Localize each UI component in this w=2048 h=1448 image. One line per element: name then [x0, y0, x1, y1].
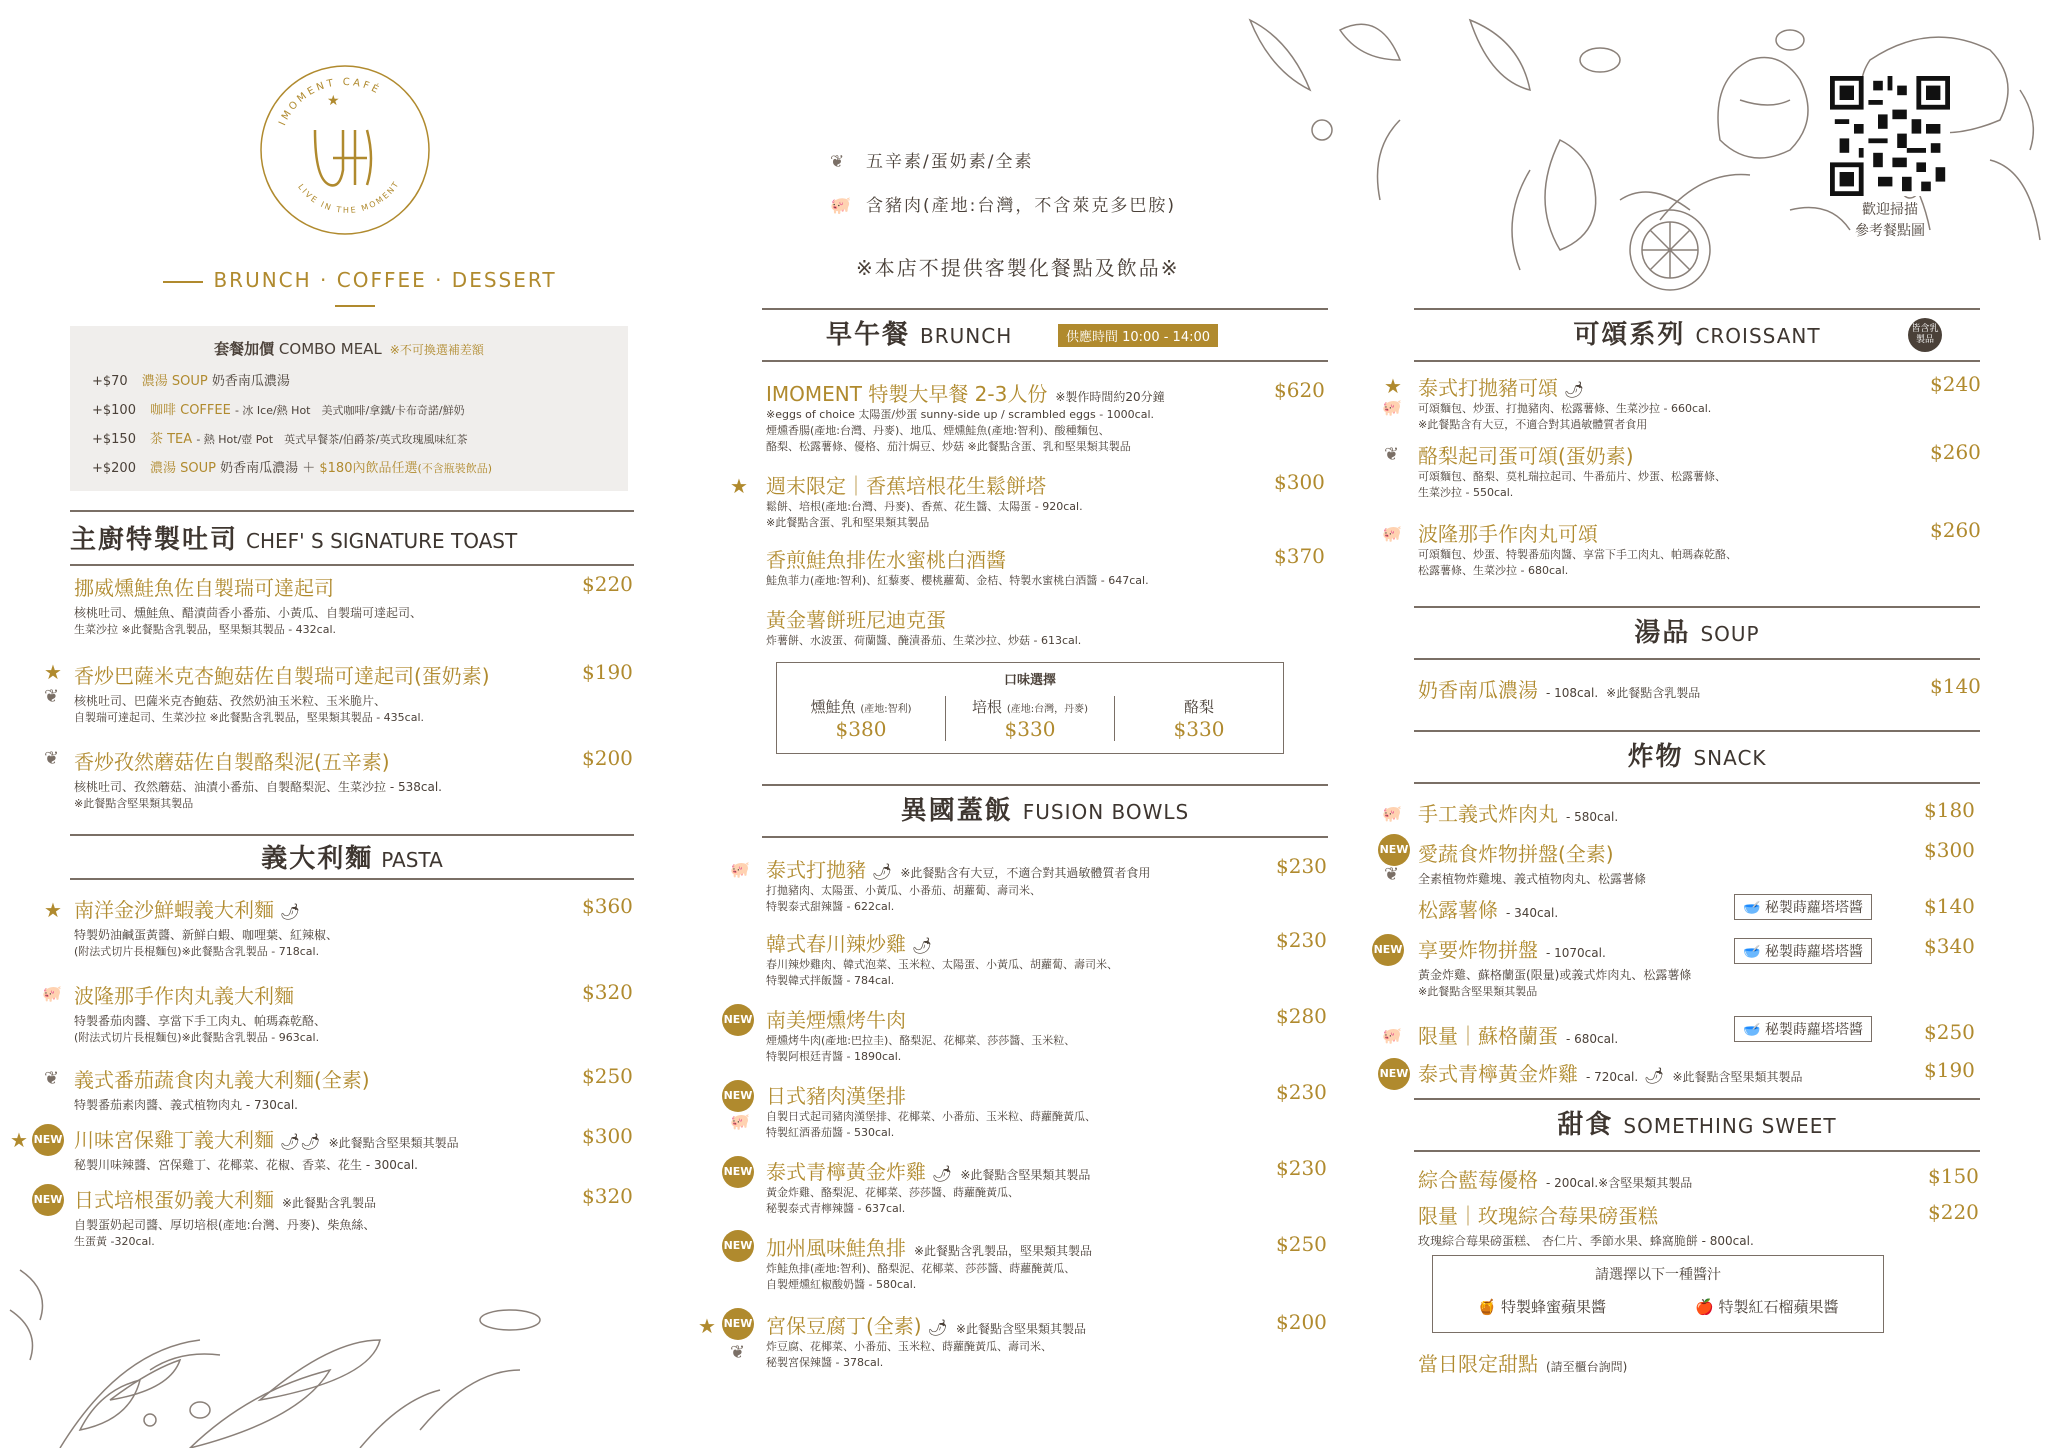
leaf-icon: ❦ [44, 686, 60, 707]
leaf-icon: ❦ [44, 748, 60, 769]
new-badge: NEW [32, 1124, 64, 1156]
menu-item: 川味宮保雞丁義大利麵 🌶🌶 ※此餐點含堅果類其製品 $300 秘製川味辣醬、宮保雞丁、花椰菜、花椒、香菜、花生 - 300cal. [74, 1124, 633, 1172]
new-badge: NEW [722, 1156, 754, 1188]
section-header-bowls: 異國蓋飯 FUSION BOWLS [762, 784, 1328, 838]
qr-code[interactable] [1830, 76, 1950, 196]
chili-icon: 🌶 [280, 902, 301, 921]
new-badge: NEW [1378, 1058, 1410, 1090]
botanical-illustration-bottom-left [0, 1250, 560, 1448]
section-header-snack: 炸物 SNACK [1414, 730, 1980, 784]
chili-icon: 🌶 [932, 1164, 953, 1183]
menu-item: 限量｜玫瑰綜合莓果磅蛋糕 $220 玫瑰綜合莓果磅蛋糕、 杏仁片、季節水果、蜂窩脆餅 - 800cal. [1418, 1200, 1979, 1248]
flavor-choice-box: 口味選擇 燻鮭魚 (產地:智利) $380 培根 (產地:台灣，丹麥) $330 酪梨 $330 [776, 662, 1284, 754]
brand-logo [255, 60, 435, 240]
combo-meal-box [70, 326, 628, 491]
menu-item: 奶香南瓜濃湯 - 108cal. ※此餐點含乳製品 $140 [1418, 674, 1981, 702]
new-badge: NEW [722, 1004, 754, 1036]
menu-item: 泰式打拋豬可頌 🌶 $240 可頌麵包、炒蛋、打拋豬肉、松露薯條、生菜沙拉 - 660cal. ※此餐點含有大豆，不適合對其過敏體質者食用 [1418, 372, 1981, 431]
star-icon: ★ [44, 660, 62, 684]
menu-item: 南美煙燻烤牛肉 $280 煙燻烤牛肉(產地:巴拉圭)、酪梨泥、花椰菜、莎莎醬、玉米粒、 特製阿根廷青醬 - 1890cal. [766, 1004, 1327, 1063]
combo-row: +$150 茶 TEA - 熱 Hot/壺 Pot 英式早餐茶/伯爵茶/英式玫瑰風味紅茶 [92, 432, 468, 447]
dairy-badge: 皆含乳製品 [1908, 318, 1942, 352]
svg-text:★: ★ [327, 93, 340, 109]
section-header-soup: 湯品 SOUP [1414, 606, 1980, 660]
star-icon: ★ [730, 474, 748, 498]
new-badge: NEW [722, 1308, 754, 1340]
legend-pork: 🐖 含豬肉(產地:台灣，不含萊克多巴胺) [830, 184, 1176, 228]
menu-item: 酪梨起司蛋可頌(蛋奶素) $260 可頌麵包、酪梨、莫札瑞拉起司、牛番茄片、炒蛋、松露薯條、 生菜沙拉 - 550cal. [1418, 440, 1981, 499]
section-header-brunch: 早午餐 BRUNCH [762, 308, 1328, 362]
chili-icon: 🌶 [1564, 380, 1585, 399]
menu-item: 香煎鮭魚排佐水蜜桃白酒醬 $370 鮭魚菲力(產地:智利)、紅藜麥、櫻桃蘿蔔、金桔、特製水蜜桃白酒醬 - 647cal. [766, 544, 1325, 587]
pig-icon: 🐖 [730, 1112, 750, 1131]
combo-title: 套餐加價 COMBO MEAL ※不可換選補差額 [214, 340, 484, 358]
sauce-tag: 🥣 秘製蒔蘿塔塔醬 [1734, 1016, 1872, 1042]
logo-ring-top-text: IMOMENT CAFÉ [277, 76, 383, 128]
menu-item: 泰式打拋豬 🌶 ※此餐點含有大豆，不適合對其過敏體質者食用 $230 打拋豬肉、太陽蛋、小黃瓜、小番茄、胡蘿蔔、壽司米、 特製泰式甜辣醬 - 622cal. [766, 854, 1327, 913]
menu-item: 享要炸物拼盤 - 1070cal. $340 黃金炸雞、蘇格蘭蛋(限量)或義式炸肉丸、松露薯條 ※此餐點含堅果類其製品 [1418, 934, 1975, 998]
menu-item: 泰式青檸黃金炸雞 🌶 ※此餐點含堅果類其製品 $230 黃金炸雞、酪梨泥、花椰菜、莎莎醬、蒔蘿醃黃瓜、 秘製泰式青檸辣醬 - 637cal. [766, 1156, 1327, 1215]
menu-item: 綜合藍莓優格 - 200cal.※含堅果類其製品 $150 [1418, 1164, 1979, 1192]
menu-item: 松露薯條 - 340cal. $140 [1418, 894, 1975, 922]
leaf-icon: ❦ [1384, 864, 1400, 885]
menu-item: 日式培根蛋奶義大利麵 ※此餐點含乳製品 $320 自製蛋奶起司醬、厚切培根(產地:台灣、丹麥)、柴魚絲、 生蛋黃 -320cal. [74, 1184, 633, 1248]
menu-item: 黃金薯餅班尼迪克蛋 炸薯餅、水波蛋、荷蘭醬、醃漬番茄、生菜沙拉、炒菇 - 613cal. [766, 608, 1082, 647]
legend-veg: ❦ 五辛素/蛋奶素/全素 [830, 140, 1176, 184]
pig-icon: 🐖 [830, 196, 854, 216]
new-badge: NEW [1378, 834, 1410, 866]
menu-item: 宮保豆腐丁(全素) 🌶 ※此餐點含堅果類其製品 $200 炸豆腐、花椰菜、小番茄、玉米粒、蒔蘿醃黃瓜、壽司米、 秘製宮保辣醬 - 378cal. [766, 1310, 1327, 1369]
pig-icon: 🐖 [730, 860, 750, 879]
new-badge: NEW [722, 1230, 754, 1262]
menu-item: 日式豬肉漢堡排 $230 自製日式起司豬肉漢堡排、花椰菜、小番茄、玉米粒、蒔蘿醃黃瓜、 特製紅酒番茄醬 - 530cal. [766, 1080, 1327, 1139]
pig-icon: 🐖 [1382, 398, 1402, 417]
dietary-legend [830, 140, 1176, 228]
chili-icon: 🌶🌶 [280, 1132, 321, 1151]
menu-item: 週末限定｜香蕉培根花生鬆餅塔 $300 鬆餅、培根(產地:台灣、丹麥)、香蕉、花生醬、太陽蛋 - 920cal. ※此餐點含蛋、乳和堅果類其製品 [766, 470, 1325, 529]
pig-icon: 🐖 [1382, 1026, 1402, 1045]
combo-row: +$200 濃湯 SOUP 奶香南瓜濃湯 ＋ $180內飲品任選(不含瓶裝飲品) [92, 461, 493, 476]
menu-item: 加州風味鮭魚排 ※此餐點含乳製品，堅果類其製品 $250 炸鮭魚排(產地:智利)、酪梨泥、花椰菜、莎莎醬、蒔蘿醃黃瓜、 自製煙燻紅椒酸奶醬 - 580cal. [766, 1232, 1327, 1291]
sauce-option-pomegranate-apple: 🍎 特製紅石榴蘋果醬 [1695, 1298, 1839, 1316]
new-badge: NEW [1372, 934, 1404, 966]
flavor-option: 酪梨 $330 [1173, 698, 1225, 741]
new-badge: NEW [32, 1184, 64, 1216]
menu-item: 韓式春川辣炒雞 🌶 $230 春川辣炒雞肉、韓式泡菜、玉米粒、太陽蛋、小黃瓜、胡蘿蔔、壽司米、 特製韓式拌飯醬 - 784cal. [766, 928, 1327, 987]
sauce-option-honey-apple: 🍯 特製蜂蜜蘋果醬 [1477, 1298, 1606, 1316]
section-header-sweet: 甜食 SOMETHING SWEET [1414, 1098, 1980, 1152]
combo-row: +$100 咖啡 COFFEE - 冰 Ice/熱 Hot 美式咖啡/拿鐵/卡布奇諾/鮮奶 [92, 403, 465, 418]
menu-item: 愛蔬食炸物拼盤(全素) $300 全素植物炸雞塊、義式植物肉丸、松露薯條 [1418, 838, 1975, 886]
section-header-toast: 主廚特製吐司 CHEF' S SIGNATURE TOAST [70, 510, 634, 566]
brand-tagline: BRUNCH · COFFEE · DESSERT [145, 268, 565, 316]
chili-icon: 🌶 [1644, 1066, 1665, 1085]
chili-icon: 🌶 [927, 1318, 948, 1337]
leaf-icon: ❦ [44, 1068, 60, 1089]
logo-ring-bottom-text: LIVE IN THE MOMENT [296, 178, 402, 215]
sauce-choice-box: 請選擇以下一種醬汁 🍯 特製蜂蜜蘋果醬 🍎 特製紅石榴蘋果醬 [1432, 1255, 1884, 1333]
leaf-icon: ❦ [830, 152, 847, 172]
menu-item: 香炒孜然蘑菇佐自製酪梨泥(五辛素) $200 核桃吐司、孜然蘑菇、油漬小番茄、自製酪梨泥、生菜沙拉 - 538cal. ※此餐點含堅果類其製品 [74, 746, 633, 810]
menu-item: 泰式青檸黃金炸雞 - 720cal. 🌶 ※此餐點含堅果類其製品 $190 [1418, 1058, 1975, 1086]
leaf-icon: ❦ [730, 1342, 746, 1363]
menu-item: 當日限定甜點 (請至櫃台詢問) [1418, 1352, 1628, 1376]
leaf-icon: ❦ [1384, 444, 1400, 465]
menu-item: 波隆那手作肉丸義大利麵 $320 特製番茄肉醬、享當下手工肉丸、帕瑪森乾酪、 (附法式切片長棍麵包)※此餐點含乳製品 - 963cal. [74, 980, 633, 1044]
menu-item: 義式番茄蔬食肉丸義大利麵(全素) $250 特製番茄素肉醬、義式植物肉丸 - 730cal. [74, 1064, 633, 1112]
pig-icon: 🐖 [1382, 804, 1402, 823]
svg-text:LIVE IN THE MOMENT [296, 179, 401, 215]
flavor-option: 培根 (產地:台灣，丹麥) $330 [946, 696, 1115, 741]
star-icon: ★ [698, 1314, 716, 1338]
star-icon: ★ [44, 898, 62, 922]
menu-item: 手工義式炸肉丸 - 580cal. $180 [1418, 798, 1975, 826]
menu-item: 挪威燻鮭魚佐自製瑞可達起司 $220 核桃吐司、燻鮭魚、醋漬茴香小番茄、小黃瓜、自製瑞可達起司、 生菜沙拉 ※此餐點含乳製品，堅果類其製品 - 432cal. [74, 572, 633, 636]
no-customization-notice: ※本店不提供客製化餐點及飲品※ [856, 256, 1180, 280]
menu-item: 限量｜蘇格蘭蛋 - 680cal. $250 [1418, 1020, 1975, 1048]
menu-item: 香炒巴薩米克杏鮑菇佐自製瑞可達起司(蛋奶素) $190 核桃吐司、巴薩米克杏鮑菇、孜然奶油玉米粒、玉米脆片、 自製瑞可達起司、生菜沙拉 ※此餐點含乳製品，堅果類其製品 - 435cal. [74, 660, 633, 724]
flavor-option: 燻鮭魚 (產地:智利) $380 [777, 696, 946, 741]
menu-item: IMOMENT 特製大早餐 2-3人份 ※製作時間約20分鐘 $620 ※eggs of choice 太陽蛋/炒蛋 sunny-side up / scrambled eggs - 1000cal. 煙燻香腸(產地:台灣、丹麥)、地瓜、煙燻鮭魚(產地:智利)、酸種麵包、 酪梨、松露薯條、優格、茄汁焗豆、炒菇 ※此餐點含蛋、乳和堅果類其製品 [766, 378, 1325, 453]
combo-row: +$70 濃湯 SOUP 奶香南瓜濃湯 [92, 374, 290, 389]
service-time-tag: 供應時間 10:00 - 14:00 [1058, 324, 1218, 347]
sauce-tag: 🥣 秘製蒔蘿塔塔醬 [1734, 894, 1872, 920]
new-badge: NEW [722, 1080, 754, 1112]
menu-item: 南洋金沙鮮蝦義大利麵 🌶 $360 特製奶油鹹蛋黃醬、新鮮白蝦、咖哩葉、紅辣椒、 (附法式切片長棍麵包)※此餐點含乳製品 - 718cal. [74, 894, 633, 958]
chili-icon: 🌶 [912, 936, 933, 955]
section-header-pasta: 義大利麵 PASTA [70, 834, 634, 880]
pig-icon: 🐖 [42, 984, 62, 1003]
section-header-croissant: 可頌系列 CROISSANT [1414, 308, 1980, 362]
sauce-tag: 🥣 秘製蒔蘿塔塔醬 [1734, 938, 1872, 964]
chili-icon: 🌶 [872, 862, 893, 881]
qr-caption: 歡迎掃描 參考餐點圖 [1855, 202, 1925, 239]
menu-item: 波隆那手作肉丸可頌 $260 可頌麵包、炒蛋、特製番茄肉醬、享當下手工肉丸、帕瑪森乾酪、 松露薯條、生菜沙拉 - 680cal. [1418, 518, 1981, 577]
star-icon: ★ [1384, 374, 1402, 398]
pig-icon: 🐖 [1382, 524, 1402, 543]
star-icon: ★ [10, 1128, 28, 1152]
